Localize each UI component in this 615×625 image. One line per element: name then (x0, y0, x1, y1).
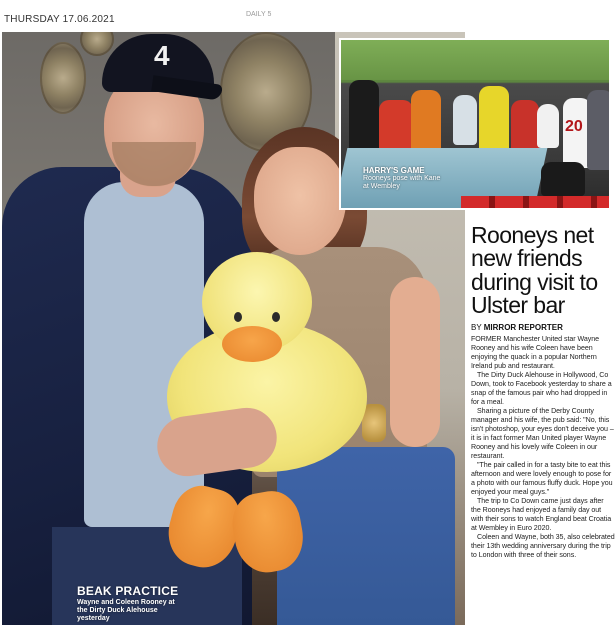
woman-jeans (277, 447, 455, 625)
article-body (471, 335, 615, 560)
byline (471, 323, 615, 332)
caption-title: BEAK PRACTICE (77, 584, 179, 598)
toy-duck-eye (234, 312, 242, 322)
byline-name: MIRROR REPORTER (483, 322, 563, 332)
article-paragraph: Sharing a picture of the Derby County manager and his wife, the pub said: "No, this isn't photoshop, your eyes don't deceive you – it is in fact former Man United player Wayne Rooney and his lovely wife Coleen in our restaurant. (471, 406, 614, 460)
toy-duck-eye (272, 312, 280, 322)
cap-logo: 4 (154, 40, 170, 71)
wall-plate-decoration (40, 42, 86, 114)
woman-head (254, 147, 346, 255)
article-paragraph: "The pair called in for a tasty bite to eat this afternoon and were lovely enough to pose for a photo with our famous fluffy duck. Hope you enjoyed your meal guys." (471, 460, 613, 496)
article (471, 224, 615, 625)
byline-prefix: BY (471, 322, 482, 332)
article-paragraph: The Dirty Duck Alehouse in Hollywood, Co Down, took to Facebook yesterday to share a snap of the famous pair who had dropped in for a meal. (471, 370, 612, 406)
wall-plate-decoration (80, 32, 114, 56)
football-pitch (341, 40, 611, 80)
main-photo-caption (77, 585, 187, 623)
page-header (0, 0, 615, 32)
shirt-number: 20 (565, 118, 583, 135)
dateline: THURSDAY 17.06.2021 (4, 14, 115, 25)
page-mark: DAILY 5 (246, 11, 272, 18)
headline: Rooneys net new friends during visit to Ulster bar (471, 222, 598, 319)
article-paragraph: Coleen and Wayne, both 35, also celebrated their 13th wedding anniversary during the trip to London with three of their sons. (471, 532, 615, 559)
person-figure (537, 104, 559, 148)
toy-duck-beak (222, 326, 282, 362)
person-figure (587, 90, 611, 170)
inset-caption-body: Rooneys pose with Kane at Wembley (363, 175, 441, 190)
inset-photo-caption (363, 167, 443, 190)
inset-photo (339, 38, 611, 210)
caption-body: Wayne and Coleen Rooney at the Dirty Duck Alehouse yesterday (77, 599, 175, 623)
person-figure (541, 162, 585, 196)
wristwatch (362, 404, 386, 442)
stadium-seats (461, 196, 611, 210)
article-paragraph: FORMER Manchester United star Wayne Rooney and his wife Coleen have been enjoying the quack in a popular Northern Ireland pub and restaurant. (471, 334, 600, 370)
article-paragraph: The trip to Co Down came just days after the Rooneys had enjoyed a family day out with their sons to watch England beat Croatia at Wembley in Euro 2020. (471, 496, 612, 532)
person-figure (453, 95, 477, 145)
inset-caption-title: HARRY'S GAME (363, 166, 425, 175)
woman-arm (390, 277, 440, 447)
